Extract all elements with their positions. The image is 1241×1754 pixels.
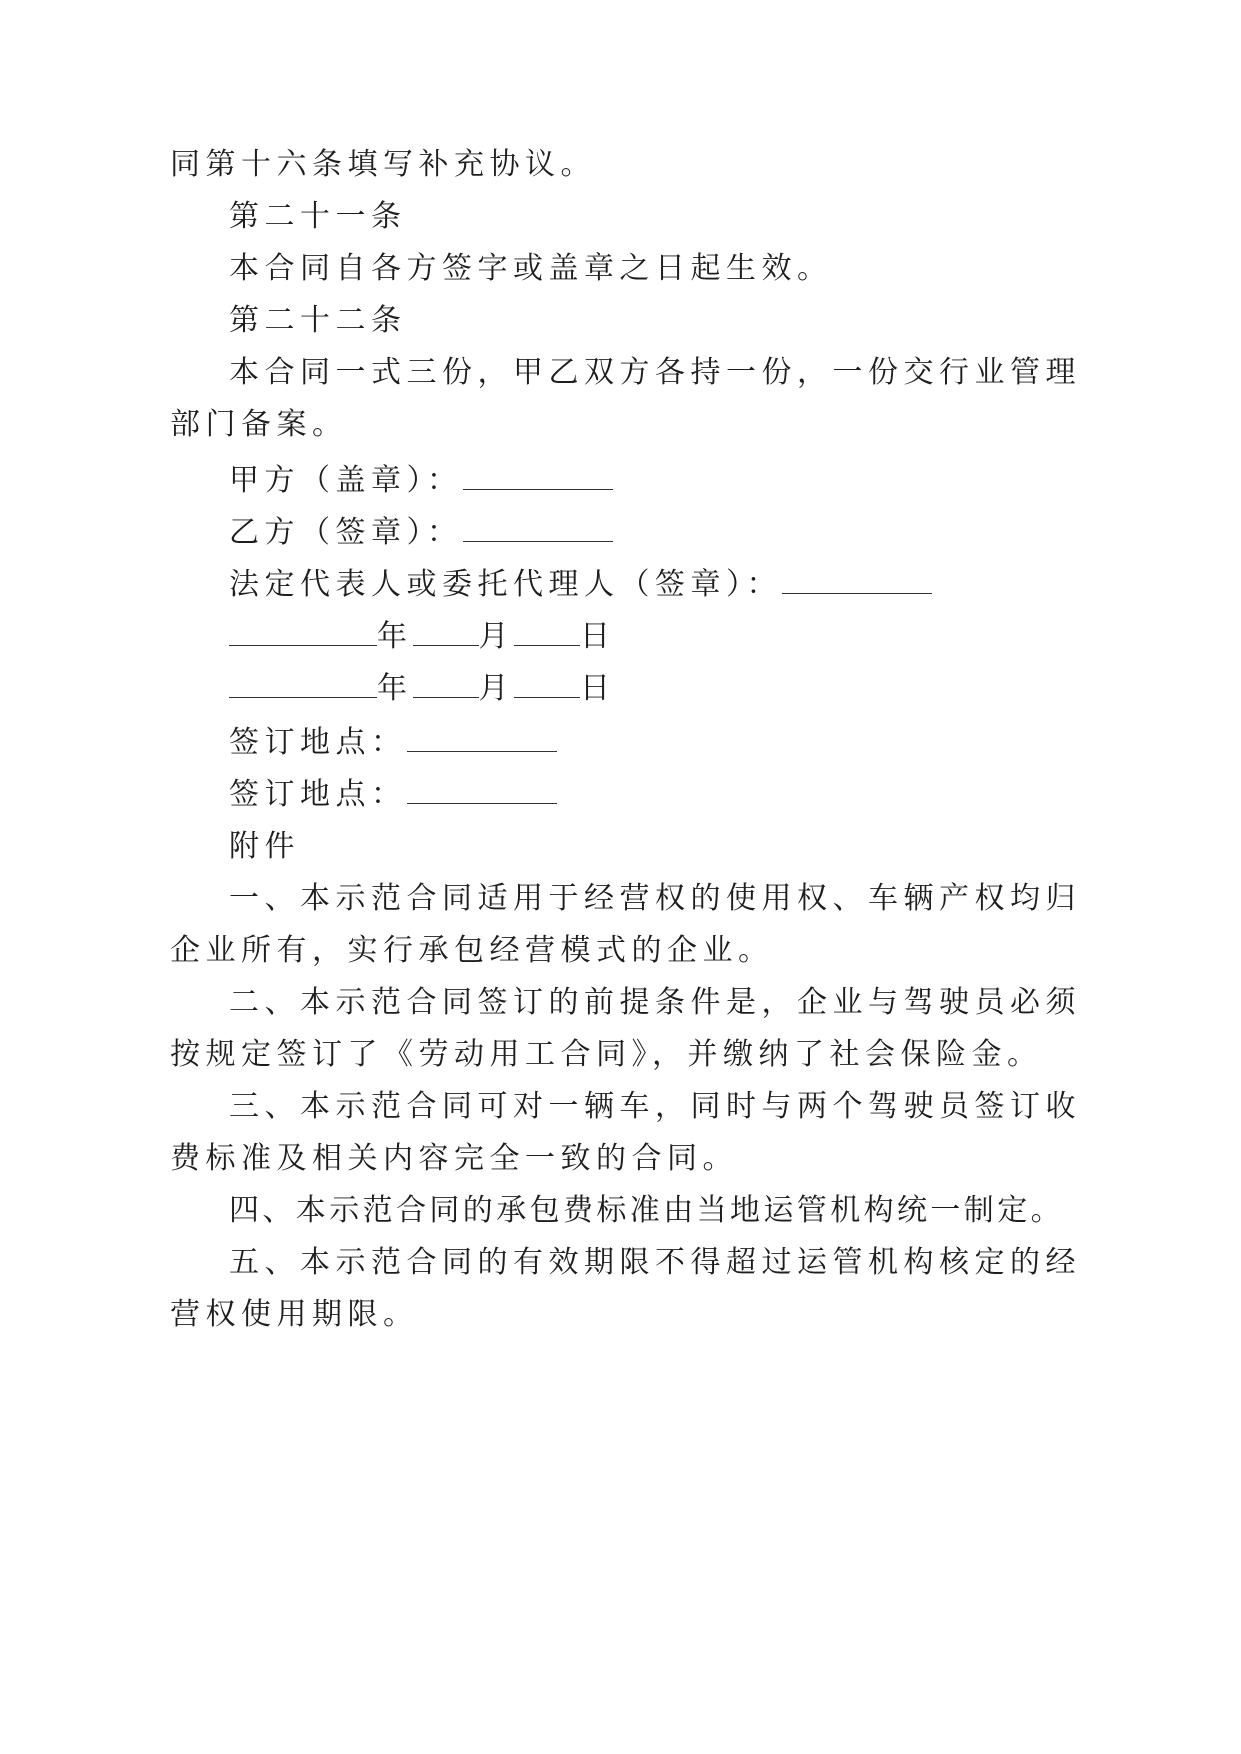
article-heading-21: 第二十一条	[229, 199, 407, 234]
paragraph-line: 部门备案。	[170, 407, 348, 442]
signing-place-blank[interactable]	[407, 717, 557, 752]
month-label: 月	[478, 671, 514, 706]
paragraph-line: 本合同一式三份，甲乙双方各持一份，一份交行业管理	[229, 355, 1081, 390]
year-blank[interactable]	[229, 663, 377, 698]
date-line	[229, 660, 1241, 718]
appendix-line: 四、本示范合同的承包费标准由当地运管机构统一制定。	[229, 1193, 1064, 1228]
party-a-signature-line	[229, 452, 1241, 510]
month-blank[interactable]	[413, 611, 479, 646]
party-b-signature-line	[229, 504, 1241, 562]
signing-place-line	[229, 766, 1241, 824]
signing-place-blank[interactable]	[407, 769, 557, 804]
signing-place-label: 签订地点：	[229, 725, 407, 760]
party-b-label: 乙方（签章）：	[229, 515, 463, 550]
year-label: 年	[377, 671, 413, 706]
date-line	[229, 608, 1241, 666]
appendix-line: 营权使用期限。	[170, 1297, 419, 1332]
year-blank[interactable]	[229, 611, 377, 646]
signing-place-label: 签订地点：	[229, 777, 407, 812]
month-label: 月	[478, 619, 514, 654]
signing-place-line	[229, 714, 1241, 772]
appendix-line: 三、本示范合同可对一辆车，同时与两个驾驶员签订收	[229, 1089, 1081, 1124]
appendix-line: 二、本示范合同签订的前提条件是，企业与驾驶员必须	[229, 985, 1081, 1020]
day-label: 日	[580, 619, 616, 654]
appendix-line: 企业所有，实行承包经营模式的企业。	[170, 933, 774, 968]
appendix-line: 一、本示范合同适用于经营权的使用权、车辆产权均归	[229, 881, 1081, 916]
appendix-line: 费标准及相关内容完全一致的合同。	[170, 1141, 738, 1176]
day-blank[interactable]	[514, 663, 580, 698]
paragraph-line: 同第十六条填写补充协议。	[170, 147, 596, 182]
day-label: 日	[580, 671, 616, 706]
appendix-line: 按规定签订了《劳动用工合同》，并缴纳了社会保险金。	[170, 1037, 1043, 1072]
party-a-signature-blank[interactable]	[463, 455, 613, 490]
appendix-title: 附件	[229, 829, 300, 864]
party-a-label: 甲方（盖章）：	[229, 463, 463, 498]
representative-label: 法定代表人或委托代理人（签章）：	[229, 567, 782, 602]
day-blank[interactable]	[514, 611, 580, 646]
month-blank[interactable]	[413, 663, 479, 698]
party-b-signature-blank[interactable]	[463, 507, 613, 542]
appendix-line: 五、本示范合同的有效期限不得超过运管机构核定的经	[229, 1245, 1081, 1280]
paragraph-line: 本合同自各方签字或盖章之日起生效。	[229, 251, 833, 286]
representative-signature-line	[229, 556, 1241, 614]
representative-signature-blank[interactable]	[782, 559, 932, 594]
year-label: 年	[377, 619, 413, 654]
article-heading-22: 第二十二条	[229, 303, 407, 338]
